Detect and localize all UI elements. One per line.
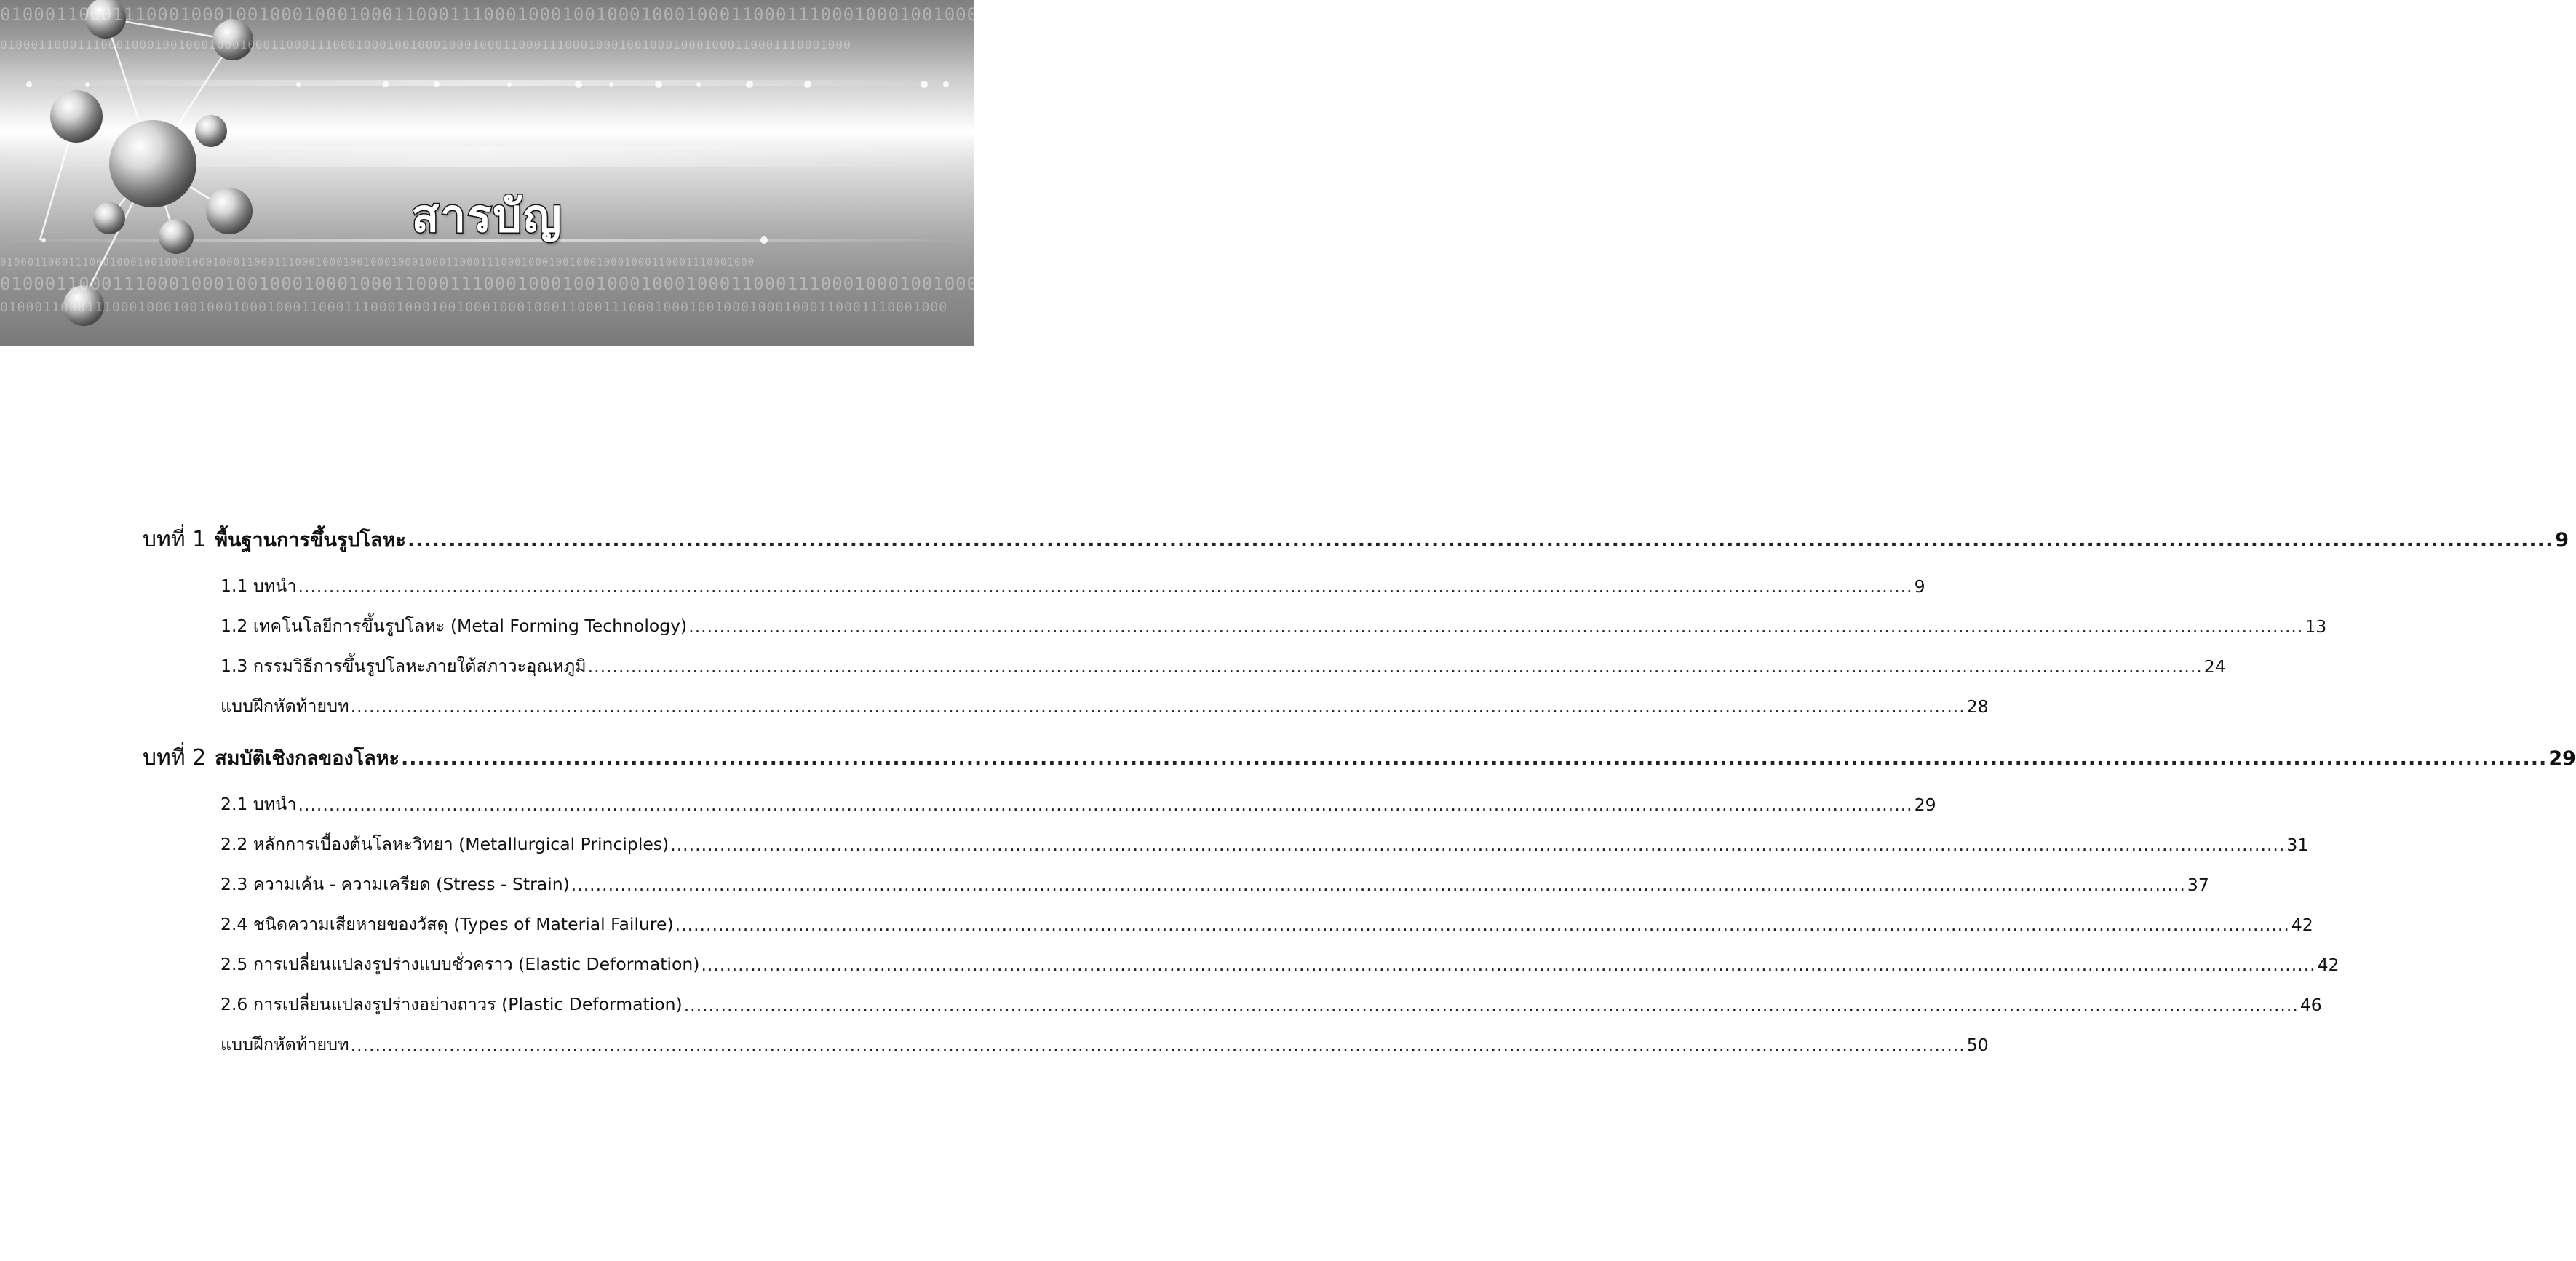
page-title: สารบัญ xyxy=(411,189,563,242)
binary-decoration: 01000110001110001000100100010001000110001110001000100100010001000110001110001000100100010001000110001110001000 xyxy=(0,274,1237,294)
entry-label: 1.1 บทนำ xyxy=(220,576,297,596)
page-number: 9 xyxy=(2555,529,2569,552)
dot-leader xyxy=(571,875,2186,895)
entry-label: แบบฝึกหัดท้ายบท xyxy=(220,1034,349,1054)
dot-leader xyxy=(588,656,2203,677)
header-banner xyxy=(0,0,1237,346)
page-number: 42 xyxy=(2317,954,2340,975)
toc-entry[interactable] xyxy=(220,646,2226,686)
entry-label: 2.5 การเปลี่ยนแปลงรูปร่างแบบชั่วคราว (Elastic Deformation) xyxy=(220,954,700,974)
chapter-title: สมบัติเชิงกลของโลหะ xyxy=(215,747,400,770)
entry-label: 2.1 บทนำ xyxy=(220,794,297,814)
dot-leader xyxy=(351,1035,1965,1055)
toc-entry[interactable] xyxy=(220,784,1936,824)
toc-entry[interactable] xyxy=(220,944,2340,984)
toc-entry[interactable] xyxy=(220,566,1925,606)
chapter-heading xyxy=(143,522,406,557)
toc-chapter[interactable] xyxy=(143,522,2569,554)
chapter-heading xyxy=(143,741,399,775)
toc-entry[interactable] xyxy=(220,606,2327,646)
page-number: 29 xyxy=(1914,794,1936,815)
entry-label: 2.2 หลักการเบื้องต้นโลหะวิทยา (Metallurgical Principles) xyxy=(220,834,669,854)
table-of-contents xyxy=(143,522,2576,1065)
binary-decoration: 01000110001110001000100100010001000110001110001000100100010001000110001110001000100100010001000110001110001000 xyxy=(0,4,1237,25)
page-number: 50 xyxy=(1966,1034,1989,1055)
binary-decoration: 01000110001110001000100100010001000110001110001000100100010001000110001110001000100100010001000110001110001000 xyxy=(0,38,851,52)
toc-entry[interactable] xyxy=(220,864,2209,904)
page-number: 46 xyxy=(2299,994,2322,1015)
dot-leader xyxy=(684,995,2299,1015)
dot-leader xyxy=(688,616,2303,637)
chapter-title: พื้นฐานการขึ้นรูปโลหะ xyxy=(215,529,406,552)
toc-entry[interactable] xyxy=(220,1025,1989,1065)
entry-label: 2.3 ความเค้น - ความเครียด (Stress - Strain) xyxy=(220,874,570,894)
page-number: 31 xyxy=(2286,834,2309,855)
dot-leader xyxy=(408,529,2553,552)
dot-leader xyxy=(401,747,2547,770)
entry-label: 2.4 ชนิดความเสียหายของวัสดุ (Types of Material Failure) xyxy=(220,914,674,934)
entry-label: 1.3 กรรมวิธีการขึ้นรูปโลหะภายใต้สภาวะอุณหภูมิ xyxy=(220,656,587,676)
binary-decoration: 01000110001110001000100100010001000110001110001000100100010001000110001110001000100100010001000110001110001000 xyxy=(0,300,948,315)
page-number: 42 xyxy=(2291,914,2313,935)
page-number: 9 xyxy=(1914,576,1925,597)
toc-entry[interactable] xyxy=(220,984,2322,1025)
chapter-spacer xyxy=(143,726,881,741)
binary-decoration: 01000110001110001000100100010001000110001110001000100100010001000110001110001000100100010001000110001110001000 xyxy=(0,257,755,268)
dot-leader xyxy=(298,576,1913,597)
page-number: 13 xyxy=(2305,616,2327,637)
chapter-number: บทที่ 1 xyxy=(143,527,207,552)
dot-leader xyxy=(670,835,2285,855)
entry-label: แบบฝึกหัดท้ายบท xyxy=(220,696,349,716)
page-number: 28 xyxy=(1966,696,1989,717)
dot-leader xyxy=(701,955,2315,975)
toc-chapter[interactable] xyxy=(143,741,2576,773)
toc-entry[interactable] xyxy=(220,824,2309,864)
chapter-number: บทที่ 2 xyxy=(143,745,207,771)
toc-entry[interactable] xyxy=(220,904,2313,944)
dot-leader xyxy=(298,795,1913,815)
page-number: 29 xyxy=(2548,747,2576,770)
toc-entry[interactable] xyxy=(220,686,1989,726)
dot-leader xyxy=(675,915,2290,935)
page-number: 37 xyxy=(2187,874,2209,895)
entry-label: 1.2 เทคโนโลยีการขึ้นรูปโลหะ (Metal Forming Technology) xyxy=(220,616,688,636)
entry-label: 2.6 การเปลี่ยนแปลงรูปร่างอย่างถาวร (Plastic Deformation) xyxy=(220,994,683,1014)
page-number: 24 xyxy=(2203,656,2226,677)
dot-leader xyxy=(351,696,1965,717)
